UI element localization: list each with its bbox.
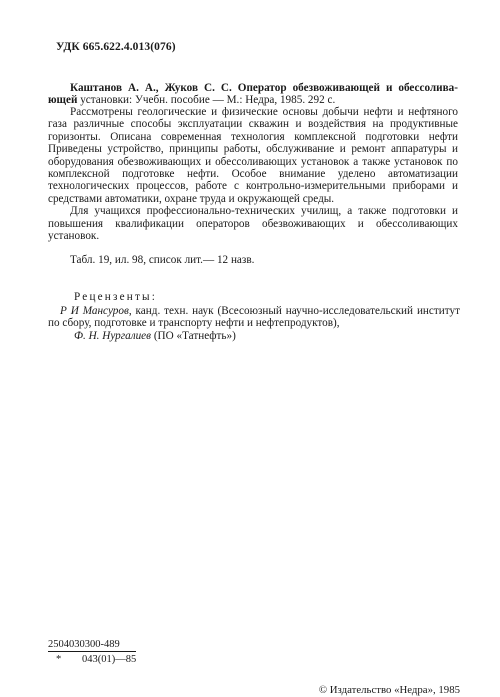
reviewer-2	[48, 330, 460, 343]
reviewer-2-details: (ПО «Татнефть»)	[151, 329, 236, 342]
reviewers-heading: Рецензенты:	[74, 291, 158, 303]
asterisk: *	[56, 654, 62, 665]
reviewer-2-name: Ф. Н. Нургалиев	[74, 329, 152, 342]
reviewer-1-name: Р И Мансуров	[60, 304, 129, 317]
copyright-notice: © Издательство «Недра», 1985	[318, 684, 460, 696]
reviewer-1	[48, 305, 460, 330]
abstract	[48, 106, 458, 242]
publication-code-denominator	[48, 654, 136, 665]
udk-classification: УДК 665.622.4.013(076)	[56, 41, 176, 53]
bibliographic-description	[48, 82, 458, 107]
tables-figures-count: Табл. 19, ил. 98, список лит.— 12 назв.	[70, 254, 255, 266]
reviewers-block	[48, 291, 460, 342]
abstract-paragraph-1: Рассмотрены геологические и физические основы добычи нефти и нефтяного газа различные способы эксплуатации скважин и воздействия на продуктивные горизонты. Описана современная технология комплексной подготовки нефти Приведены устройство, принципы работы, обслуживание и ремонт аппаратуры и оборудования обезвоживающих и обессоливающих установок а также установок по комплексной подготовке нефти. Особое внимание уделено автоматизации технологических процессов, работе с контрольно-измерительными приборами и средствами автоматики, охране труда и окружающей среды.	[48, 106, 458, 205]
abstract-paragraph-2: Для учащихся профессионально-технических училищ, а также подготовки и повышения квалификации операторов обезвоживающих и обессоливающих установок.	[48, 205, 458, 243]
publication-code-numerator: 2504030300-489	[48, 639, 136, 652]
publication-code-denominator-text: 043(01)—85	[82, 654, 137, 665]
publication-code	[48, 639, 136, 665]
authors-and-title: Каштанов А. А., Жуков С. С. Оператор обезвоживающей и обессолива-ющей	[48, 82, 458, 107]
publication-details: установки: Учебн. пособие — М.: Недра, 1985. 292 с.	[77, 94, 336, 107]
reviewer-1-details: , канд. техн. наук (Всесоюзный научно-исследовательский институт по сбору, подготовке и транспорту нефти и нефтепродуктов),	[48, 304, 460, 330]
